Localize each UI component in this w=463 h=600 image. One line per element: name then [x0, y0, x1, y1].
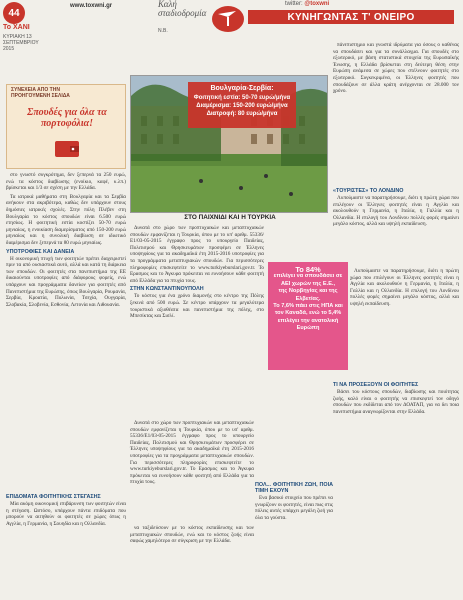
section-title: ΚΥΝΗΓΩΝΤΑΣ Τ' ΟΝΕΙΡΟ [248, 10, 454, 24]
info-line: Διατροφή: 80 ευρώ/μήνα [206, 111, 278, 117]
issue-date: ΚΥΡΙΑΚΗ 13 ΣΕΠΤΕΜΒΡΙΟΥ 2015 [3, 34, 39, 52]
lower-mid-text: Δυνατά στο χώρο των προπτυχιακών και μεταπτυχιακών σπουδών εμφανίζεται η Τουρκία, όπου με το υπ' αριθμ. 55336/Ε1/03-05-2015 έγγραφο προς το υπουργείο Παιδείας, Πολιτισμού και Θρησκευμάτων προσφέρει σε Έλληνες υποψηφίους για τα ακαδημαϊκά έτη 2015-2016 υποτροφίες για τα προγράμματα μεταπτυχιακών σπουδών. Για περισσότερες πληροφορίες επισκεφτείτε το www.turkiyeburslari.gov.tr. Το Ερασμος και το Άγκυρα πρόκειται να ευνοήσουν κάθε φοιτητή από Ελλάδα για τα πτυχία τους. [130, 420, 254, 486]
info-line: Διαμέρισμα: 150-200 ευρώ/μήνα [196, 103, 288, 109]
stat-line: της Νορβηγίας και της Ελβετίας. [278, 288, 338, 302]
info-box-title: Βουλγαρία-Σερβία: [210, 85, 274, 92]
right-bottom-section: ΤΙ ΝΑ ΠΡΟΣΕΞΟΥΝ ΟΙ ΦΟΙΤΗΤΕΣ Βάσει του κόστους σπουδών, διαβίωσης και ποιότητας ζωής, καλό είναι ο φοιτητής να επισκεφτεί τον οδηγό σπουδών που εκδίδεται από τον ΔΟΑΤΑΠ, για να δει ποια πανεπιστήμια αναγνωρίζονται στην Ελλάδα. [333, 382, 459, 415]
sidebar-title: Σπουδές για όλα τα πορτοφόλια! [27, 107, 107, 129]
lower-mid2-text: ΠΟΛ... ΦΟΙΤΗΤΙΚΗ ΖΩΗ, ΠΟΙΑ ΤΙΜΗ ΕΧΟΥΝ Ενα βασικό στοιχείο που πρέπει να γνωρίζουν οι φοιτητές, είναι πως στις πόλεις αυτές υπάρχει μεγάλη ζωή για όλα τα γούστα. [255, 482, 333, 521]
right-subheading: «ΤΟΥΡΙΣΤΕΣ» ΤΟ ΛΟΝΔΙΝΟ [333, 188, 404, 194]
page-number: 44 [3, 2, 25, 24]
right-section-2: Λυπούμαστε να παρατηρήσουμε, διότι η πρώτη χώρα που επιλέγουν οι Έλληνες φοιτητές είναι η Αγγλία και ακολουθούν η Γερμανία, η Ιταλία, η Γαλλία και η Ολλανδία. Η επιλογή του Λονδίνου πολλές φορές σημαίνει μεγάλο κόστος, αλλά και υψηλή εκπαίδευση. [350, 268, 459, 307]
column-name: Καλή σταδιοδρομία [158, 0, 207, 18]
right-section: «ΤΟΥΡΙΣΤΕΣ» ΤΟ ΛΟΝΔΙΝΟ Λυπούμαστε να παρατηρήσουμε, διότι η πρώτη χώρα που επιλέγουν οι Έλληνες φοιτητές είναι η Αγγλία και ακολουθούν η Γερμανία, η Ιταλία, η Γαλλία και η Ολλανδία. Η επιλογή του Λονδίνου πολλές φορές σημαίνει μεγάλο κόστος, αλλά και υψηλή εκπαίδευση. [333, 188, 459, 228]
mid-subheading: ΣΤΗΝ ΚΩΝΣΤΑΝΤΙΝΟΥΠΟΛΗ [130, 286, 204, 293]
stat-line: επιλέγει να σπουδάσει σε ΑΕΙ χωρών της Ε.Ε., [273, 273, 343, 287]
wallet-icon [52, 133, 82, 163]
left-subheading-2: ΕΠΙΔΟΜΑΤΑ ΦΟΙΤΗΤΙΚΗΣ ΣΤΕΓΑΣΗΣ [6, 494, 101, 500]
column-logo-icon [210, 2, 248, 34]
left-subheading-1: ΥΠΟΤΡΟΦΙΕΣ ΚΑΙ ΔΑΝΕΙΑ [6, 248, 75, 255]
photo-caption: ΣΤΟ ΠΑΙΧΝΙΔΙ ΚΑΙ Η ΤΟΥΡΚΙΑ [184, 214, 276, 221]
site-url[interactable]: www.toxwni.gr [70, 3, 113, 9]
cost-info-box [188, 82, 296, 128]
left-column-text: στο γνωστό συγκρότημα, δεν ξεπερνά τα 250 ευρώ, ενώ τα κόστος διαβίωσης (ενοίκιο, καφέ, κ.λπ.) βρίσκεται και 1/3 σε σχέση με την Ελλάδα. Τα ιατρικά μαθήματα στη Βουλγαρία και τα Σερβία ανήκουν στα ακριβότερα, καθώς δεν υπάρχουν στους δημόσιες ιατρικές σχολές. Στην πόλη Πλέβεν στη Βουλγαρία το κόστος σπουδών είναι 6.500 ευρώ ετησίως. Η φοιτητική εστία κοστίζει 50-70 ευρώ μηνιαίως, η ενοικίαση διαμερίσματος από 150-200 ευρώ μηνιαίως και η συνολική διαβίωση σε ιδιωτικό διαμέρισμα δεν ξεπερνά τα 80 ευρώ μηνιαίως. ΥΠΟΤΡΟΦΙΕΣ ΚΑΙ ΔΑΝΕΙΑ Η οικονομική πτυχή των φοιτητών πρέπει διαχειριστεί πριν τα από ουσιαστικά αυτό, αλλά και κατά τη διάρκεια των σπουδών. Οι φοιτητές στα πανεπιστήμια της ΕΕ δικαιούνται υποτροφίες από διάφορους φορείς, ενώ υπάρχουν και προγράμματα δανείων για φοιτητές από Πανεπιστήμια της Ευρώπης, όπως Βουλγαρία, Ρουμανία, Σερβία, Κροατία, Πολωνία, Τσεχία, Ουγγαρία, Σλοβακία, Σλοβενία, Εσθονία, Λετονία και Λιθουανία. [6, 172, 126, 308]
continuation-label: ΣΥΝΕΧΕΙΑ ΑΠΟ ΤΗΝ ΠΡΟΗΓΟΥΜΕΝΗ ΣΕΛΙΔΑ [11, 87, 70, 99]
info-line: Φοιτητική εστία: 50-70 ευρώ/μήνα [193, 95, 291, 101]
continuation-box [6, 84, 126, 169]
stat-box [268, 262, 348, 370]
mid-column-text: Δυνατά στο χώρο των προπτυχιακών και μεταπτυχιακών σπουδών εμφανίζεται η Τουρκία, όπου με το υπ' αριθμ. 55336/Ε1/03-05-2015 έγγραφο προς το υπουργείο Παιδείας, Πολιτισμού και Θρησκευμάτων προσφέρει σε Έλληνες υποψηφίους για τα ακαδημαϊκά έτη 2015-2016 υποτροφίες για τα προγράμματα μεταπτυχιακών σπουδών. Για περισσότερες πληροφορίες επισκεφτείτε το www.turkiyeburslari.gov.tr. Το Ερασμος και το Άγκυρα πρόκειται να ευνοήσουν κάθε φοιτητή από Ελλάδα για τα πτυχία τους. ΣΤΗΝ ΚΩΝΣΤΑΝΤΙΝΟΥΠΟΛΗ Το κόστος για ένα χρόνο διαμονής στο κέντρο της Πόλης ξεκινά από 500 ευρώ. Σε κέντρο υπάρχουν τα μεγαλύτερα τουριστικά αξιοθέατα και πανεπιστήμια της πόλης, στο Μπεσίκτας και Σισλί. [130, 225, 264, 320]
stat-line: Το 7,6% πάει στις ΗΠΑ και τον Καναδά, ενώ το 5,4% επιλέγει την ανατολική Ευρώπη [273, 303, 343, 332]
stat-line: Το 84% [295, 265, 321, 274]
left-lower-text: ΕΠΙΔΟΜΑΤΑ ΦΟΙΤΗΤΙΚΗΣ ΣΤΕΓΑΣΗΣ Μία ακόμη οικονομική επιβάρυνση των φοιτητών είναι η στέγαση. Ωστόσο, υπάρχουν πάντα επιδόματα που μπορούν να αιτηθούν οι φοιτητές σε χώρες όπως η Αγγλία, η Γερμανία, η Σουηδία και η Ολλανδία. [6, 494, 126, 527]
paper-name: To XANI [3, 24, 30, 31]
author: Ν.Β. [158, 28, 168, 34]
right-column-text: πάνεπιστημιο και γνωστά ιδρύματα για όσους ο καθένας να σπουδάσει και για τα συνάλλαγμα. Για σπουδές στο εξωτερικό, με βάση στατιστικά στοιχεία της Ευρωπαϊκής Ένωσης, η Ελλάδα βρίσκεται στη δεύτερη θέση στην Ευρώπη ανάμεσα σε χώρες που στέλνουν φοιτητές στο εξωτερικό. Συγκεκριμένα, οι Έλληνες φοιτητές που σπουδάζουν σε άλλα κράτη ανέρχονται σε 28.000 τον χρόνο. [333, 42, 459, 95]
twitter-handle[interactable]: twitter: @toxwni [285, 1, 330, 7]
lower-mid-bottom: να ταξιδεύσουν με το κόστος εκπαίδευσης και των μεταπτυχιακών σπουδών, ενώ και το κόστος ζωής είναι σαφώς χαμηλότερο σε σύγκριση με την Ελλάδα. [130, 525, 254, 545]
lower-subheading: ΠΟΛ... ΦΟΙΤΗΤΙΚΗ ΖΩΗ, ΠΟΙΑ ΤΙΜΗ ΕΧΟΥΝ [255, 482, 333, 494]
right-subheading-2: ΤΙ ΝΑ ΠΡΟΣΕΞΟΥΝ ΟΙ ΦΟΙΤΗΤΕΣ [333, 382, 419, 388]
